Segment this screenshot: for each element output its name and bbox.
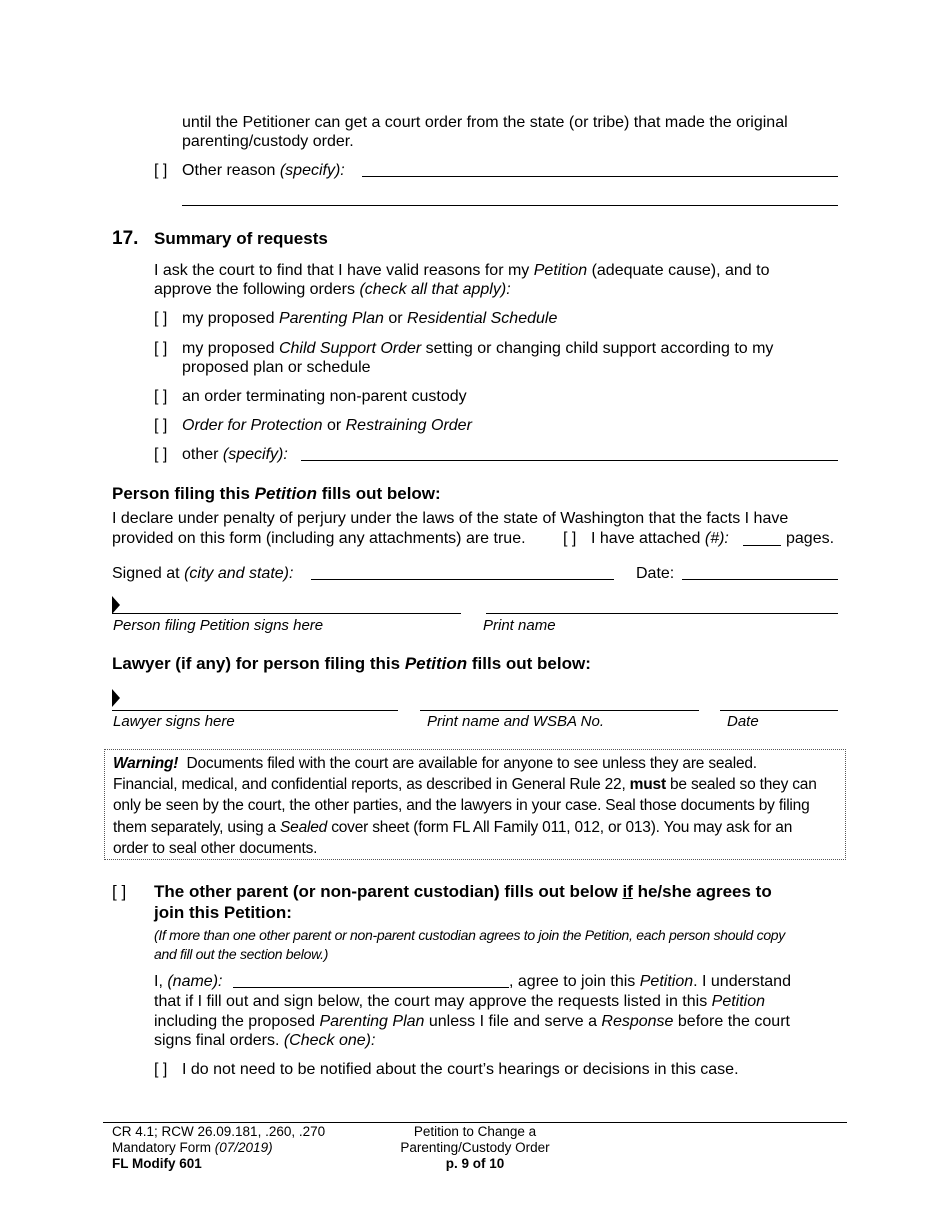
filer-signature-field[interactable]: [112, 613, 461, 614]
attachments-pages-label: pages.: [786, 530, 835, 547]
footer-divider: [103, 1122, 847, 1123]
footer-center: [370, 1124, 580, 1172]
warning-line-2: Financial, medical, and confidential reports, as described in General Rule 22, must be sealed so they can: [113, 776, 817, 794]
attachments-checkbox[interactable]: [ ]: [563, 530, 577, 547]
request-terminate-custody-label: an order terminating non-parent custody: [182, 388, 467, 405]
request-child-support-label: my proposed Child Support Order setting or changing child support according to my: [182, 340, 774, 357]
request-terminate-custody-checkbox[interactable]: [ ]: [154, 388, 168, 405]
lawyer-signature-field[interactable]: [112, 710, 398, 711]
request-parenting-plan-label: my proposed Parenting Plan or Residential Schedule: [182, 310, 558, 327]
section-17-intro-line-2: approve the following orders (check all that apply):: [154, 281, 511, 298]
other-reason-label: Other reason (specify):: [182, 162, 345, 179]
request-protection-order-checkbox[interactable]: [ ]: [154, 417, 168, 434]
request-other-label: other (specify):: [182, 446, 288, 463]
filer-date-field[interactable]: [682, 579, 838, 580]
section-17-title: Summary of requests: [154, 229, 328, 248]
no-notification-label: I do not need to be notified about the court’s hearings or decisions in this case.: [182, 1061, 739, 1078]
lawyer-date-caption: Date: [727, 713, 759, 730]
request-other-checkbox[interactable]: [ ]: [154, 446, 168, 463]
footer-form-id: FL Modify 601: [112, 1156, 202, 1171]
filer-declaration-line-1: I declare under penalty of perjury under the laws of the state of Washington that the facts I have: [112, 510, 789, 527]
attachments-label: I have attached (#):: [591, 530, 729, 547]
signed-at-field[interactable]: [311, 579, 614, 580]
warning-line-3: only be seen by the court, the other parties, and the lawyers in your case. Seal those documents by filing: [113, 797, 810, 815]
other-parent-paragraph-line-4: signs final orders. (Check one):: [154, 1032, 376, 1049]
footer-left: [112, 1124, 325, 1172]
lawyer-heading: Lawyer (if any) for person filing this Petition fills out below:: [112, 654, 591, 673]
continuation-line-1: until the Petitioner can get a court order from the state (or tribe) that made the original: [182, 114, 788, 131]
warning-line-4: them separately, using a Sealed cover sheet (form FL All Family 011, 012, or 013). You may ask for an: [113, 818, 793, 836]
other-reason-field-line-2[interactable]: [182, 205, 838, 206]
filer-print-name-caption: Print name: [483, 617, 556, 634]
footer-page-number: p. 9 of 10: [445, 1156, 505, 1171]
section-17-number: 17.: [112, 228, 139, 249]
other-parent-name-label: I, (name):: [154, 973, 223, 990]
other-parent-paragraph-line-3: including the proposed Parenting Plan unless I file and serve a Response before the court: [154, 1013, 790, 1030]
other-parent-heading: The other parent (or non-parent custodian) fills out below if he/she agrees to: [154, 882, 772, 901]
filer-heading: Person filing this Petition fills out below:: [112, 484, 441, 503]
other-reason-field[interactable]: [362, 176, 838, 177]
other-parent-paragraph-line-2: that if I fill out and sign below, the court may approve the requests listed in this Petition: [154, 993, 766, 1010]
warning-line-5: order to seal other documents.: [113, 839, 318, 857]
request-child-support-checkbox[interactable]: [ ]: [154, 340, 168, 357]
section-17-intro-line-1: I ask the court to find that I have valid reasons for my Petition (adequate cause), and to: [154, 262, 770, 279]
other-parent-note-line-2: and fill out the section below.): [154, 946, 329, 962]
request-protection-order-label: Order for Protection or Restraining Order: [182, 417, 472, 434]
other-parent-name-field[interactable]: [233, 987, 509, 988]
filer-signature-caption: Person filing Petition signs here: [113, 617, 324, 634]
lawyer-print-name-caption: Print name and WSBA No.: [427, 713, 605, 730]
other-parent-paragraph-line-1: , agree to join this Petition. I understand: [509, 973, 791, 990]
footer-rule-citation: CR 4.1; RCW 26.09.181, .260, .270: [112, 1124, 326, 1139]
lawyer-sign-here-arrow-icon: [112, 689, 120, 707]
filer-print-name-field[interactable]: [486, 613, 838, 614]
no-notification-checkbox[interactable]: [ ]: [154, 1061, 168, 1078]
footer-form-title-line-2: Parenting/Custody Order: [400, 1140, 550, 1155]
request-other-field[interactable]: [301, 460, 838, 461]
filer-declaration-line-2: provided on this form (including any attachments) are true.: [112, 530, 526, 547]
other-reason-checkbox[interactable]: [ ]: [154, 162, 168, 179]
warning-box: [104, 749, 846, 860]
warning-title: Warning!: [113, 755, 179, 772]
footer-form-title-line-1: Petition to Change a: [413, 1124, 537, 1139]
other-parent-checkbox[interactable]: [ ]: [112, 882, 127, 901]
continuation-line-2: parenting/custody order.: [182, 133, 354, 150]
lawyer-date-field[interactable]: [720, 710, 838, 711]
filer-date-label: Date:: [636, 565, 675, 582]
sign-here-arrow-icon: [112, 596, 120, 614]
request-child-support-label-line-2: proposed plan or schedule: [182, 359, 371, 376]
request-parenting-plan-checkbox[interactable]: [ ]: [154, 310, 168, 327]
other-parent-note-line-1: (If more than one other parent or non-parent custodian agrees to join the Petition, each person should copy: [154, 927, 785, 943]
signed-at-label: Signed at (city and state):: [112, 565, 294, 582]
lawyer-signature-caption: Lawyer signs here: [113, 713, 235, 730]
warning-line-1: Documents filed with the court are available for anyone to see unless they are sealed.: [186, 755, 757, 772]
other-parent-heading-line-2: join this Petition:: [154, 903, 292, 922]
footer-mandatory-form: Mandatory Form (07/2019): [112, 1140, 273, 1155]
attachments-pages-field[interactable]: [743, 545, 781, 546]
lawyer-print-name-field[interactable]: [420, 710, 699, 711]
